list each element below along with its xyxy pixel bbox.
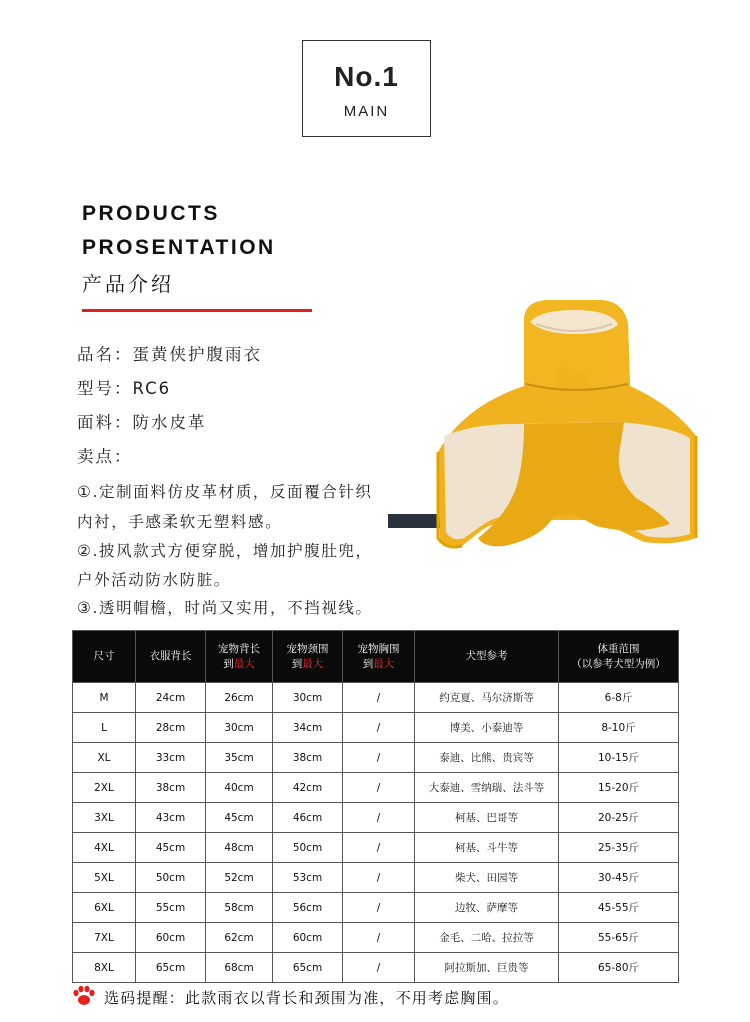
table-cell: 约克夏、马尔济斯等 (415, 683, 559, 713)
table-cell: 65-80斤 (559, 953, 679, 983)
table-row (73, 863, 679, 893)
table-cell: 7XL (73, 923, 136, 953)
table-cell: 28cm (136, 713, 206, 743)
table-row (73, 713, 679, 743)
table-cell: / (343, 953, 415, 983)
table-cell: 8-10斤 (559, 713, 679, 743)
table-cell: 20-25斤 (559, 803, 679, 833)
table-cell: 45cm (136, 833, 206, 863)
section-badge (302, 40, 431, 137)
table-cell: 25-35斤 (559, 833, 679, 863)
table-cell: / (343, 923, 415, 953)
table-cell: 50cm (273, 833, 343, 863)
table-cell: 博美、小泰迪等 (415, 713, 559, 743)
table-cell: 阿拉斯加、巨贵等 (415, 953, 559, 983)
product-photo (374, 276, 730, 578)
table-cell: / (343, 773, 415, 803)
table-cell: 30-45斤 (559, 863, 679, 893)
product-material-line (77, 409, 207, 433)
table-row (73, 953, 679, 983)
table-cell: 柴犬、田园等 (415, 863, 559, 893)
product-model-line (77, 375, 171, 399)
table-cell: 48cm (206, 833, 273, 863)
product-model-label: 型号： (77, 379, 133, 398)
table-cell: 8XL (73, 953, 136, 983)
table-cell: 42cm (273, 773, 343, 803)
table-cell: 4XL (73, 833, 136, 863)
table-cell: 2XL (73, 773, 136, 803)
heading-products: PRODUCTS (82, 202, 220, 225)
table-cell: 边牧、萨摩等 (415, 893, 559, 923)
table-cell: 45cm (206, 803, 273, 833)
selling-point-line: ②.披风款式方便穿脱，增加护腹肚兜， (77, 542, 373, 560)
table-cell: 30cm (206, 713, 273, 743)
table-cell: 65cm (273, 953, 343, 983)
table-cell: / (343, 893, 415, 923)
table-cell: 68cm (206, 953, 273, 983)
table-cell: / (343, 743, 415, 773)
table-cell: L (73, 713, 136, 743)
col-header-back-length: 宠物背长 到最大 (206, 631, 273, 683)
selling-point-line: ①.定制面料仿皮革材质，反面覆合针织 (77, 483, 373, 501)
section-number: No.1 (334, 61, 399, 92)
table-cell: 45-55斤 (559, 893, 679, 923)
size-table (72, 630, 679, 983)
table-cell: M (73, 683, 136, 713)
product-material-label: 面料： (77, 413, 133, 432)
table-row (73, 803, 679, 833)
table-cell: 43cm (136, 803, 206, 833)
table-cell: 大泰迪、雪纳瑞、法斗等 (415, 773, 559, 803)
table-row (73, 833, 679, 863)
product-name-line (77, 341, 262, 365)
col-header-chest: 宠物胸围 到最大 (343, 631, 415, 683)
tip-text: 选码提醒：此款雨衣以背长和颈围为准，不用考虑胸围。 (104, 989, 510, 1007)
table-cell: 40cm (206, 773, 273, 803)
table-cell: 6-8斤 (559, 683, 679, 713)
table-cell: 55-65斤 (559, 923, 679, 953)
size-table-body (73, 683, 679, 983)
table-row (73, 743, 679, 773)
table-cell: 60cm (273, 923, 343, 953)
table-cell: 56cm (273, 893, 343, 923)
col-header-size: 尺寸 (73, 631, 136, 683)
table-cell: 33cm (136, 743, 206, 773)
selling-point-line: 户外活动防水防脏。 (77, 571, 231, 589)
table-row (73, 683, 679, 713)
table-cell: 10-15斤 (559, 743, 679, 773)
col-header-garment-length: 衣服背长 (136, 631, 206, 683)
selling-points-label: 卖点： (77, 447, 133, 466)
table-cell: 金毛、二哈、拉拉等 (415, 923, 559, 953)
product-model-value: RC6 (132, 379, 172, 398)
table-cell: XL (73, 743, 136, 773)
table-cell: / (343, 833, 415, 863)
product-name-value: 蛋黄侠护腹雨衣 (132, 345, 262, 364)
table-cell: / (343, 863, 415, 893)
table-cell: 30cm (273, 683, 343, 713)
table-header-row (73, 631, 679, 683)
table-cell: 53cm (273, 863, 343, 893)
table-row (73, 893, 679, 923)
col-header-neck: 宠物颈围 到最大 (273, 631, 343, 683)
table-cell: 38cm (273, 743, 343, 773)
selling-point-line: 内衬，手感柔软无塑料感。 (77, 513, 283, 531)
table-row (73, 923, 679, 953)
section-subtitle: MAIN (343, 103, 390, 120)
table-cell: 52cm (206, 863, 273, 893)
table-cell: 55cm (136, 893, 206, 923)
selling-point-line: ③.透明帽檐，时尚又实用，不挡视线。 (77, 599, 373, 617)
table-cell: 58cm (206, 893, 273, 923)
heading-cn: 产品介绍 (82, 272, 174, 296)
table-row (73, 773, 679, 803)
table-cell: 5XL (73, 863, 136, 893)
col-header-weight: 体重范围 （以参考犬型为例） (559, 631, 679, 683)
col-header-breed: 犬型参考 (415, 631, 559, 683)
product-material-value: 防水皮革 (132, 413, 207, 432)
table-cell: 34cm (273, 713, 343, 743)
table-cell: 26cm (206, 683, 273, 713)
table-cell: 65cm (136, 953, 206, 983)
table-cell: 3XL (73, 803, 136, 833)
heading-presentation: PROSENTATION (82, 236, 276, 259)
table-cell: / (343, 713, 415, 743)
table-cell: 柯基、巴哥等 (415, 803, 559, 833)
table-cell: 15-20斤 (559, 773, 679, 803)
table-cell: / (343, 803, 415, 833)
table-cell: 泰迪、比熊、贵宾等 (415, 743, 559, 773)
table-cell: 35cm (206, 743, 273, 773)
table-cell: 6XL (73, 893, 136, 923)
table-cell: 60cm (136, 923, 206, 953)
table-cell: / (343, 683, 415, 713)
heading-divider (82, 309, 312, 312)
table-cell: 62cm (206, 923, 273, 953)
size-tip (72, 985, 509, 1008)
table-cell: 38cm (136, 773, 206, 803)
table-cell: 50cm (136, 863, 206, 893)
table-cell: 24cm (136, 683, 206, 713)
product-name-label: 品名： (77, 345, 133, 364)
paw-icon (72, 985, 96, 1007)
table-cell: 46cm (273, 803, 343, 833)
table-cell: 柯基、斗牛等 (415, 833, 559, 863)
